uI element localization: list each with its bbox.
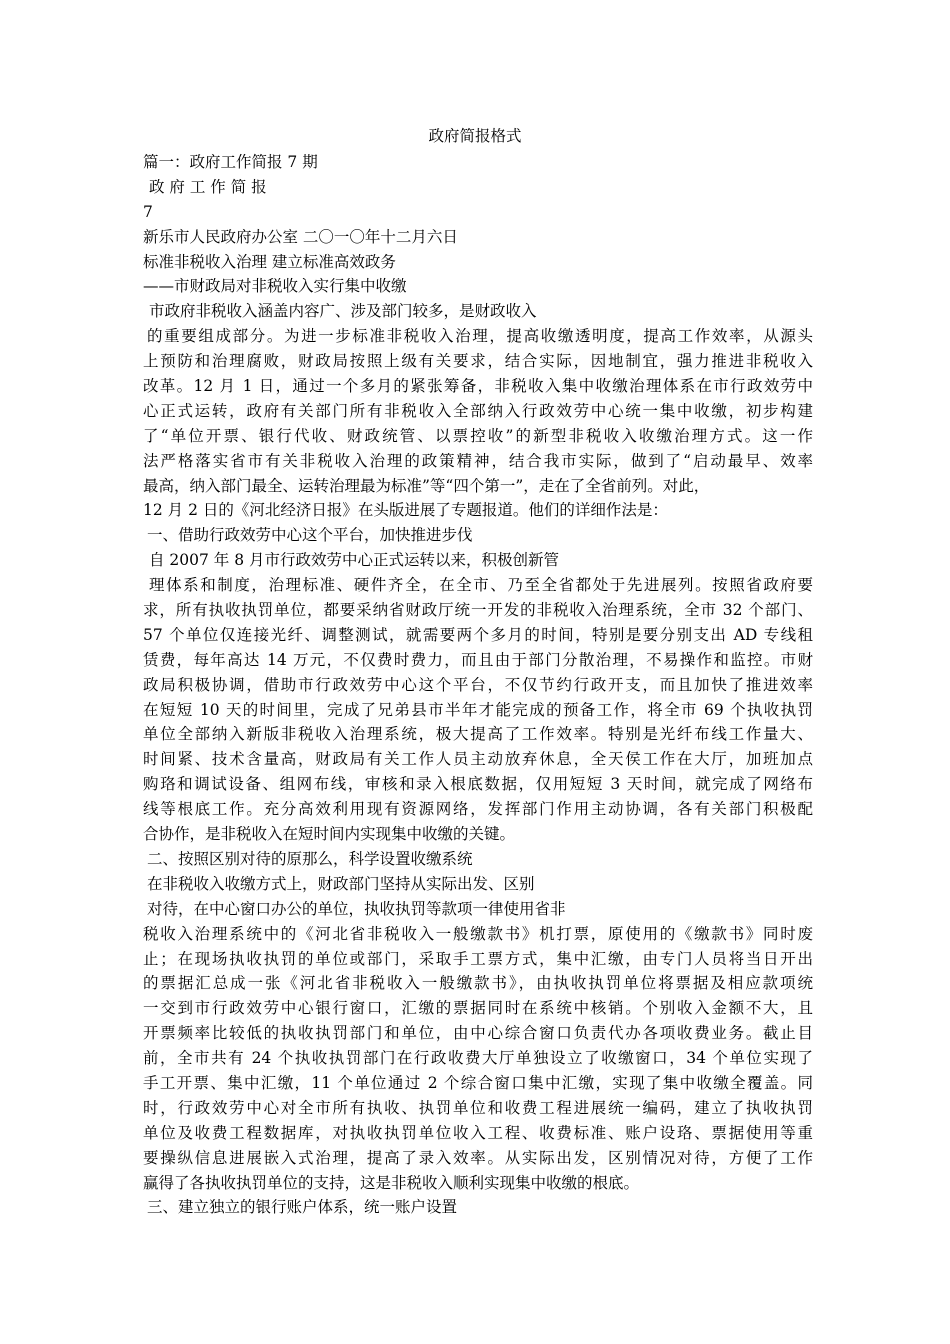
text-line: 前，全市共有 24 个执收执罚部门在行政收费大厅单独设立了收缴窗口，34 个单位实现了 — [143, 1049, 813, 1068]
text-line: 12 月 2 日的《河北经济日报》在头版进展了专题报道。他们的详细作法是： — [143, 501, 668, 520]
document-body — [143, 150, 813, 1220]
text-line: 市政府非税收入涵盖内容广、涉及部门较多，是财政收入 — [149, 302, 537, 321]
text-line: 手工开票、集中汇缴，11 个单位通过 2 个综合窗口集中汇缴，实现了集中收缴全覆盖。同 — [143, 1073, 813, 1092]
text-line: 购珞和调试设备、组网布线，审核和录入根底数据，仅用短短 3 天时间，就完成了网络布 — [143, 775, 813, 794]
text-line: 新乐市人民政府办公室 二〇一〇年十二月六日 — [143, 227, 458, 246]
text-line: 单位全部纳入新版非税收入治理系统，极大提高了工作效率。特别是光纤布线工作量大、 — [143, 725, 813, 744]
text-line: 改革。12 月 1 日，通过一个多月的紧张筹备，非税收入集中收缴治理体系在市行政效劳中 — [143, 377, 813, 396]
text-line: 政 府 工 作 简 报 — [149, 177, 267, 196]
text-line: 57 个单位仅连接光纤、调整测试，就需要两个多月的时间，特别是要分别支出 AD 专线租 — [143, 625, 813, 644]
text-line: 上预防和治理腐败，财政局按照上级有关要求，结合实际，因地制宜，强力推进非税收入 — [143, 352, 813, 371]
text-line: 篇一：政府工作简报 7 期 — [143, 153, 318, 171]
text-line: 时，行政效劳中心对全市所有执收、执罚单位和收费工程进展统一编码，建立了执收执罚 — [143, 1098, 813, 1117]
text-line: 了“单位开票、银行代收、财政统管、以票控收”的新型非税收入收缴治理方式。这一作 — [143, 426, 813, 445]
text-line: 的重要组成部分。为进一步标准非税收入治理，提高收缴透明度，提高工作效率，从源头 — [147, 327, 813, 346]
text-line: 一交到市行政效劳中心银行窗口，汇缴的票据同时在系统中核销。个别收入金额不大，且 — [143, 999, 813, 1018]
text-line: 开票频率比较低的执收执罚部门和单位，由中心综合窗口负责代办各项收费业务。截止目 — [143, 1024, 813, 1043]
text-line: 的票据汇总成一张《河北省非税收入一般缴款书》，由执收执罚单位将票据及相应款项统 — [143, 974, 813, 993]
text-line: 止；在现场执收执罚的单位或部门，采取手工票方式，集中汇缴，由专门人员将当日开出 — [143, 949, 813, 968]
text-line: 心正式运转，政府有关部门所有非税收入全部纳入行政效劳中心统一集中收缴，初步构建 — [143, 401, 813, 420]
text-line: 求，所有执收执罚单位，都要采纳省财政厅统一开发的非税收入治理系统，全市 32 个部门、 — [143, 601, 813, 620]
text-line: 标准非税收入治理 建立标准高效政务 — [143, 252, 396, 271]
text-line: 政局积极协调，借助市行政效劳中心这个平台，不仅节约行政开支，而且加快了推进效率 — [143, 675, 813, 694]
text-line: 单位及收费工程数据库，对执收执罚单位收入工程、收费标准、账户设珞、票据使用等重 — [143, 1123, 813, 1142]
text-line: 赁费，每年高达 14 万元，不仅费时费力，而且由于部门分散治理，不易操作和监控。市财 — [143, 650, 813, 669]
text-line: 二、按照区别对待的原那么，科学设置收缴系统 — [147, 849, 473, 868]
text-line: 合协作，是非税收入在短时间内实现集中收缴的关键。 — [143, 825, 516, 844]
text-line: ——市财政局对非税收入实行集中收缴 — [143, 277, 407, 296]
text-line: 时间紧、技术含量高，财政局有关工作人员主动放弃休息，全天侯工作在大厅，加班加点 — [143, 750, 813, 769]
text-line: 赢得了各执收执罚单位的支持，这是非税收入顺利实现集中收缴的根底。 — [143, 1173, 640, 1192]
document-title: 政府简报格式 — [428, 127, 522, 145]
text-line: 对待，在中心窗口办公的单位，执收执罚等款项一律使用省非 — [147, 899, 566, 918]
text-line: 一、借助行政效劳中心这个平台，加快推进步伐 — [147, 526, 473, 545]
text-line: 三、建立独立的银行账户体系，统一账户设置 — [147, 1198, 458, 1217]
text-line: 7 — [143, 202, 153, 221]
text-line: 自 2007 年 8 月市行政效劳中心正式运转以来，积极创新管 — [149, 551, 560, 570]
text-line: 理体系和制度，治理标准、硬件齐全，在全市、乃至全省都处于先进展列。按照省政府要 — [149, 576, 813, 595]
text-line: 线等根底工作。充分高效利用现有资源网络，发挥部门作用主动协调，各有关部门积极配 — [143, 800, 813, 819]
text-line: 在非税收入收缴方式上，财政部门坚持从实际出发、区别 — [147, 874, 535, 893]
text-line: 最高，纳入部门最全、运转治理最为标准”等“四个第一”，走在了全省前列。对此， — [143, 476, 710, 495]
text-line: 要操纵信息进展嵌入式治理，提高了录入效率。从实际出发，区别情况对待，方便了工作 — [143, 1148, 813, 1167]
text-line: 税收入治理系统中的《河北省非税收入一般缴款书》机打票，原使用的《缴款书》同时废 — [143, 924, 813, 943]
text-line: 在短短 10 天的时间里，完成了兄弟县市半年才能完成的预备工作，将全市 69 个执收执罚 — [143, 700, 813, 719]
text-line: 法严格落实省市有关非税收入治理的政策精神，结合我市实际，做到了“启动最早、效率 — [143, 451, 813, 470]
